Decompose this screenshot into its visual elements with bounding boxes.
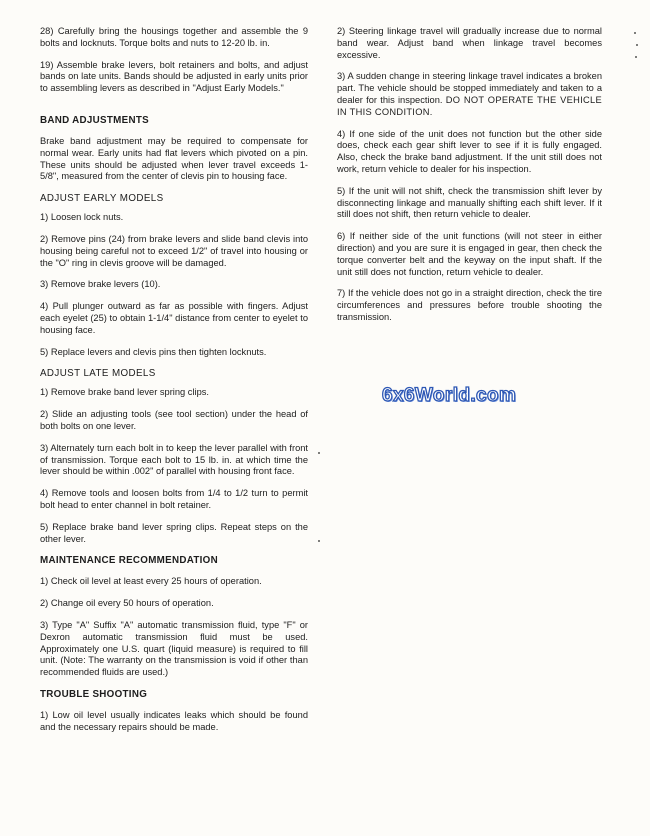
trouble-step-2: 2) Steering linkage travel will gradually increase due to normal band wear. Adjust band when linkage travel becomes excessive. — [337, 26, 602, 60]
band-adjustments-heading: BAND ADJUSTMENTS — [40, 114, 149, 126]
watermark-logo: 6x6World.com — [382, 385, 517, 406]
trouble-shooting-heading: TROUBLE SHOOTING — [40, 688, 148, 700]
early-step: 5) Replace levers and clevis pins then tighten locknuts. — [40, 346, 267, 357]
trouble-step-3 — [337, 71, 602, 118]
scan-speck — [318, 452, 320, 454]
late-step: 4) Remove tools and loosen bolts from 1/4 to 1/2 turn to permit bolt head to enter channel in bolt retainer. — [40, 488, 308, 510]
trouble-step-3-warning: DO NOT OPERATE THE VEHICLE IN THIS CONDITION. — [337, 94, 602, 117]
early-step: 4) Pull plunger outward as far as possible with fingers. Adjust each eyelet (25) to obtain 1-1/4" distance from center to eyelet to housing face. — [40, 301, 308, 335]
early-step: 1) Loosen lock nuts. — [40, 212, 124, 223]
trouble-step-5: 5) If the unit will not shift, check the transmission shift lever by disconnecting linkage and manually shifting each shift lever. If it still does not shift, then return vehicle to dealer. — [337, 185, 602, 220]
step-19: 19) Assemble brake levers, bolt retainers and bolts, and adjust bands on late units. Bands should be adjusted in early units prior to assembling levers as described in "Adjust Early Models." — [40, 59, 308, 94]
late-step: 1) Remove brake band lever spring clips. — [40, 387, 209, 398]
band-intro: Brake band adjustment may be required to compensate for normal wear. Early units had flat levers which pivoted on a pin. These units should be adjusted when lever travel exceeds 1-5/8", measured from the center of clevis pin to housing face. — [40, 135, 308, 182]
maintenance-step: 3) Type "A" Suffix "A" automatic transmission fluid, type "F" or Dexron automatic transmission fluid must be used. Approximately one U.S. quart (liquid measure) is required to fill unit. (Note: The warranty on the transmission is void if other than recommended fluids are used.) — [40, 619, 308, 678]
scan-speck — [318, 540, 320, 542]
right-column — [337, 26, 602, 334]
left-column — [40, 26, 308, 743]
trouble-step-6: 6) If neither side of the unit functions (will not steer in either direction) and you are sure it is engaged in gear, then check the torque converter belt and the keyway on the input shaft. If the unit still does not function, return vehicle to dealer. — [337, 231, 602, 277]
trouble-step-4: 4) If one side of the unit does not function but the other side does, check each gear shift lever to see if it is fully engaged. Also, check the brake band adjustment. If the unit still does not work, return vehicle to dealer for his inspection. — [337, 128, 602, 174]
trouble-step-7: 7) If the vehicle does not go in a straight direction, check the tire circumferences and pressures before trouble shooting the transmission. — [337, 288, 602, 322]
late-step: 2) Slide an adjusting tools (see tool section) under the head of both bolts on one lever. — [40, 409, 308, 431]
trouble-step-1: 1) Low oil level usually indicates leaks which should be found and the necessary repairs should be made. — [40, 709, 308, 732]
scan-speck — [635, 56, 637, 58]
adjust-early-heading: ADJUST EARLY MODELS — [40, 193, 164, 205]
late-step: 5) Replace brake band lever spring clips. Repeat steps on the other lever. — [40, 521, 308, 544]
scan-speck — [636, 44, 638, 46]
adjust-late-heading: ADJUST LATE MODELS — [40, 368, 156, 380]
early-step: 3) Remove brake levers (10). — [40, 279, 161, 290]
maintenance-step: 2) Change oil every 50 hours of operation. — [40, 598, 214, 609]
step-28: 28) Carefully bring the housings together and assemble the 9 bolts and locknuts. Torque bolts and nuts to 12-20 lb. in. — [40, 26, 308, 48]
maintenance-step: 1) Check oil level at least every 25 hours of operation. — [40, 576, 262, 587]
maintenance-heading: MAINTENANCE RECOMMENDATION — [40, 555, 218, 567]
trouble-step-3-text: 3) A sudden change in steering linkage travel indicates a broken part. The vehicle should be stopped immediately and taken to a dealer for this inspection. — [337, 71, 602, 105]
scan-speck — [634, 32, 636, 34]
late-step: 3) Alternately turn each bolt in to keep the lever parallel with front of transmission. Torque each bolt to 15 lb. in. at which time the lever should be within .002" of parallel with housing front face. — [40, 442, 308, 477]
early-step: 2) Remove pins (24) from brake levers and slide band clevis into housing being careful not to exceed 1/2" of travel into housing or the "O" ring in clevis groove will be damaged. — [40, 233, 308, 268]
